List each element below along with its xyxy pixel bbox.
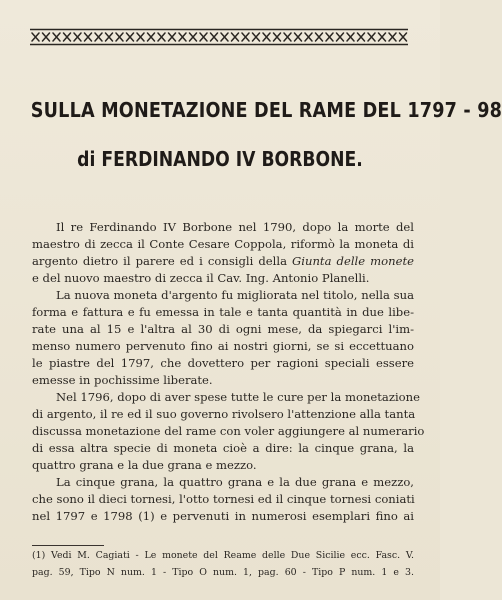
paragraph-4: [32, 474, 414, 525]
ornament-cross: [232, 33, 239, 41]
text-line: nel 1797 e 1798 (1) e pervenuti in numerosi esemplari fino ai: [32, 509, 414, 523]
text-line: forma e fattura e fu emessa in tale e tanta quantità in due libe-: [32, 305, 414, 319]
text-line: emesse in pochissime liberate.: [32, 373, 213, 387]
text-segment: argento dietro il parere ed i consigli della: [32, 254, 293, 268]
ornament-cross: [158, 33, 165, 41]
text-line-with-italic: [32, 253, 414, 270]
text-line: Il re Ferdinando IV Borbone nel 1790, dopo la morte del: [56, 220, 414, 234]
footnote: [32, 549, 414, 583]
ornament-cross: [116, 33, 123, 41]
ornament-cross: [379, 33, 386, 41]
ornament-cross: [179, 33, 186, 41]
paragraph-1: [32, 219, 414, 287]
ornament-cross: [316, 33, 323, 41]
text-line: Nel 1796, dopo di aver spese tutte le cure per la monetazione: [56, 390, 420, 404]
decorative-border-ornament: [30, 28, 408, 46]
ornament-cross: [326, 33, 333, 41]
text-line: che sono il dieci tornesi, l'otto tornesi ed il cinque tornesi coniati: [32, 492, 415, 506]
ornament-cross: [95, 33, 102, 41]
ornament-cross: [274, 33, 281, 41]
ornament-cross: [127, 33, 134, 41]
ornament-cross: [169, 33, 176, 41]
ornament-cross: [106, 33, 113, 41]
article-subtitle: di FERDINANDO IV BORBONE.: [77, 147, 363, 171]
text-line: menso numero pervenuto fino ai nostri giorni, se si eccettuano: [32, 339, 414, 353]
footnote-line: pag. 59, Tipo N num. 1 - Tipo O num. 1, pag. 60 - Tipo P num. 1 e 3.: [32, 567, 414, 578]
ornament-cross: [358, 33, 365, 41]
ornament-cross: [211, 33, 218, 41]
ornament-cross: [295, 33, 302, 41]
ornament-cross: [284, 33, 291, 41]
text-line: di argento, il re ed il suo governo rivolsero l'attenzione alla tanta: [32, 407, 416, 421]
ornament-cross: [64, 33, 71, 41]
ornament-cross: [200, 33, 207, 41]
ornament-cross: [74, 33, 81, 41]
footnote-line: (1) Vedi M. Cagiati - Le monete del Reame delle Due Sicilie ecc. Fasc. V.: [32, 550, 414, 561]
ornament-cross: [242, 33, 249, 41]
ornament-cross: [190, 33, 197, 41]
ornament-cross: [85, 33, 92, 41]
text-line: le piastre del 1797, che dovettero per ragioni speciali essere: [32, 356, 414, 370]
text-line: La nuova moneta d'argento fu migliorata nel titolo, nella sua: [56, 288, 414, 302]
paragraph-2: [32, 287, 414, 389]
ornament-cross: [221, 33, 228, 41]
ornament-cross: [337, 33, 344, 41]
ornament-cross: [137, 33, 144, 41]
ornament-cross: [389, 33, 396, 41]
ornament-cross: [400, 33, 407, 41]
paragraph-3: [32, 389, 425, 474]
ornament-cross: [305, 33, 312, 41]
ornament-cross: [43, 33, 50, 41]
text-line: quattro grana e la due grana e mezzo.: [32, 458, 257, 472]
ornament-cross: [32, 33, 39, 41]
text-line: rate una al 15 e l'altra al 30 di ogni mese, da spiegarci l'im-: [32, 322, 414, 336]
text-line: discussa monetazione del rame con voler aggiungere al numerario: [32, 424, 425, 438]
ornament-cross: [53, 33, 60, 41]
text-line: di essa altra specie di moneta cioè a dire: la cinque grana, la: [32, 441, 414, 455]
italic-phrase: Giunta delle monete: [292, 254, 414, 268]
text-line: La cinque grana, la quattro grana e la due grana e mezzo,: [56, 475, 414, 489]
ornament-cross: [263, 33, 270, 41]
ornament-cross: [253, 33, 260, 41]
ornament-cross: [148, 33, 155, 41]
article-title: SULLA MONETAZIONE DEL RAME DEL 1797 - 98: [30, 98, 502, 122]
footnote-divider: [32, 545, 104, 546]
ornament-cross: [347, 33, 354, 41]
ornament-cross: [368, 33, 375, 41]
text-line: maestro di zecca il Conte Cesare Coppola, riformò la moneta di: [32, 237, 414, 251]
text-line: e del nuovo maestro di zecca il Cav. Ing. Antonio Planelli.: [32, 271, 370, 285]
